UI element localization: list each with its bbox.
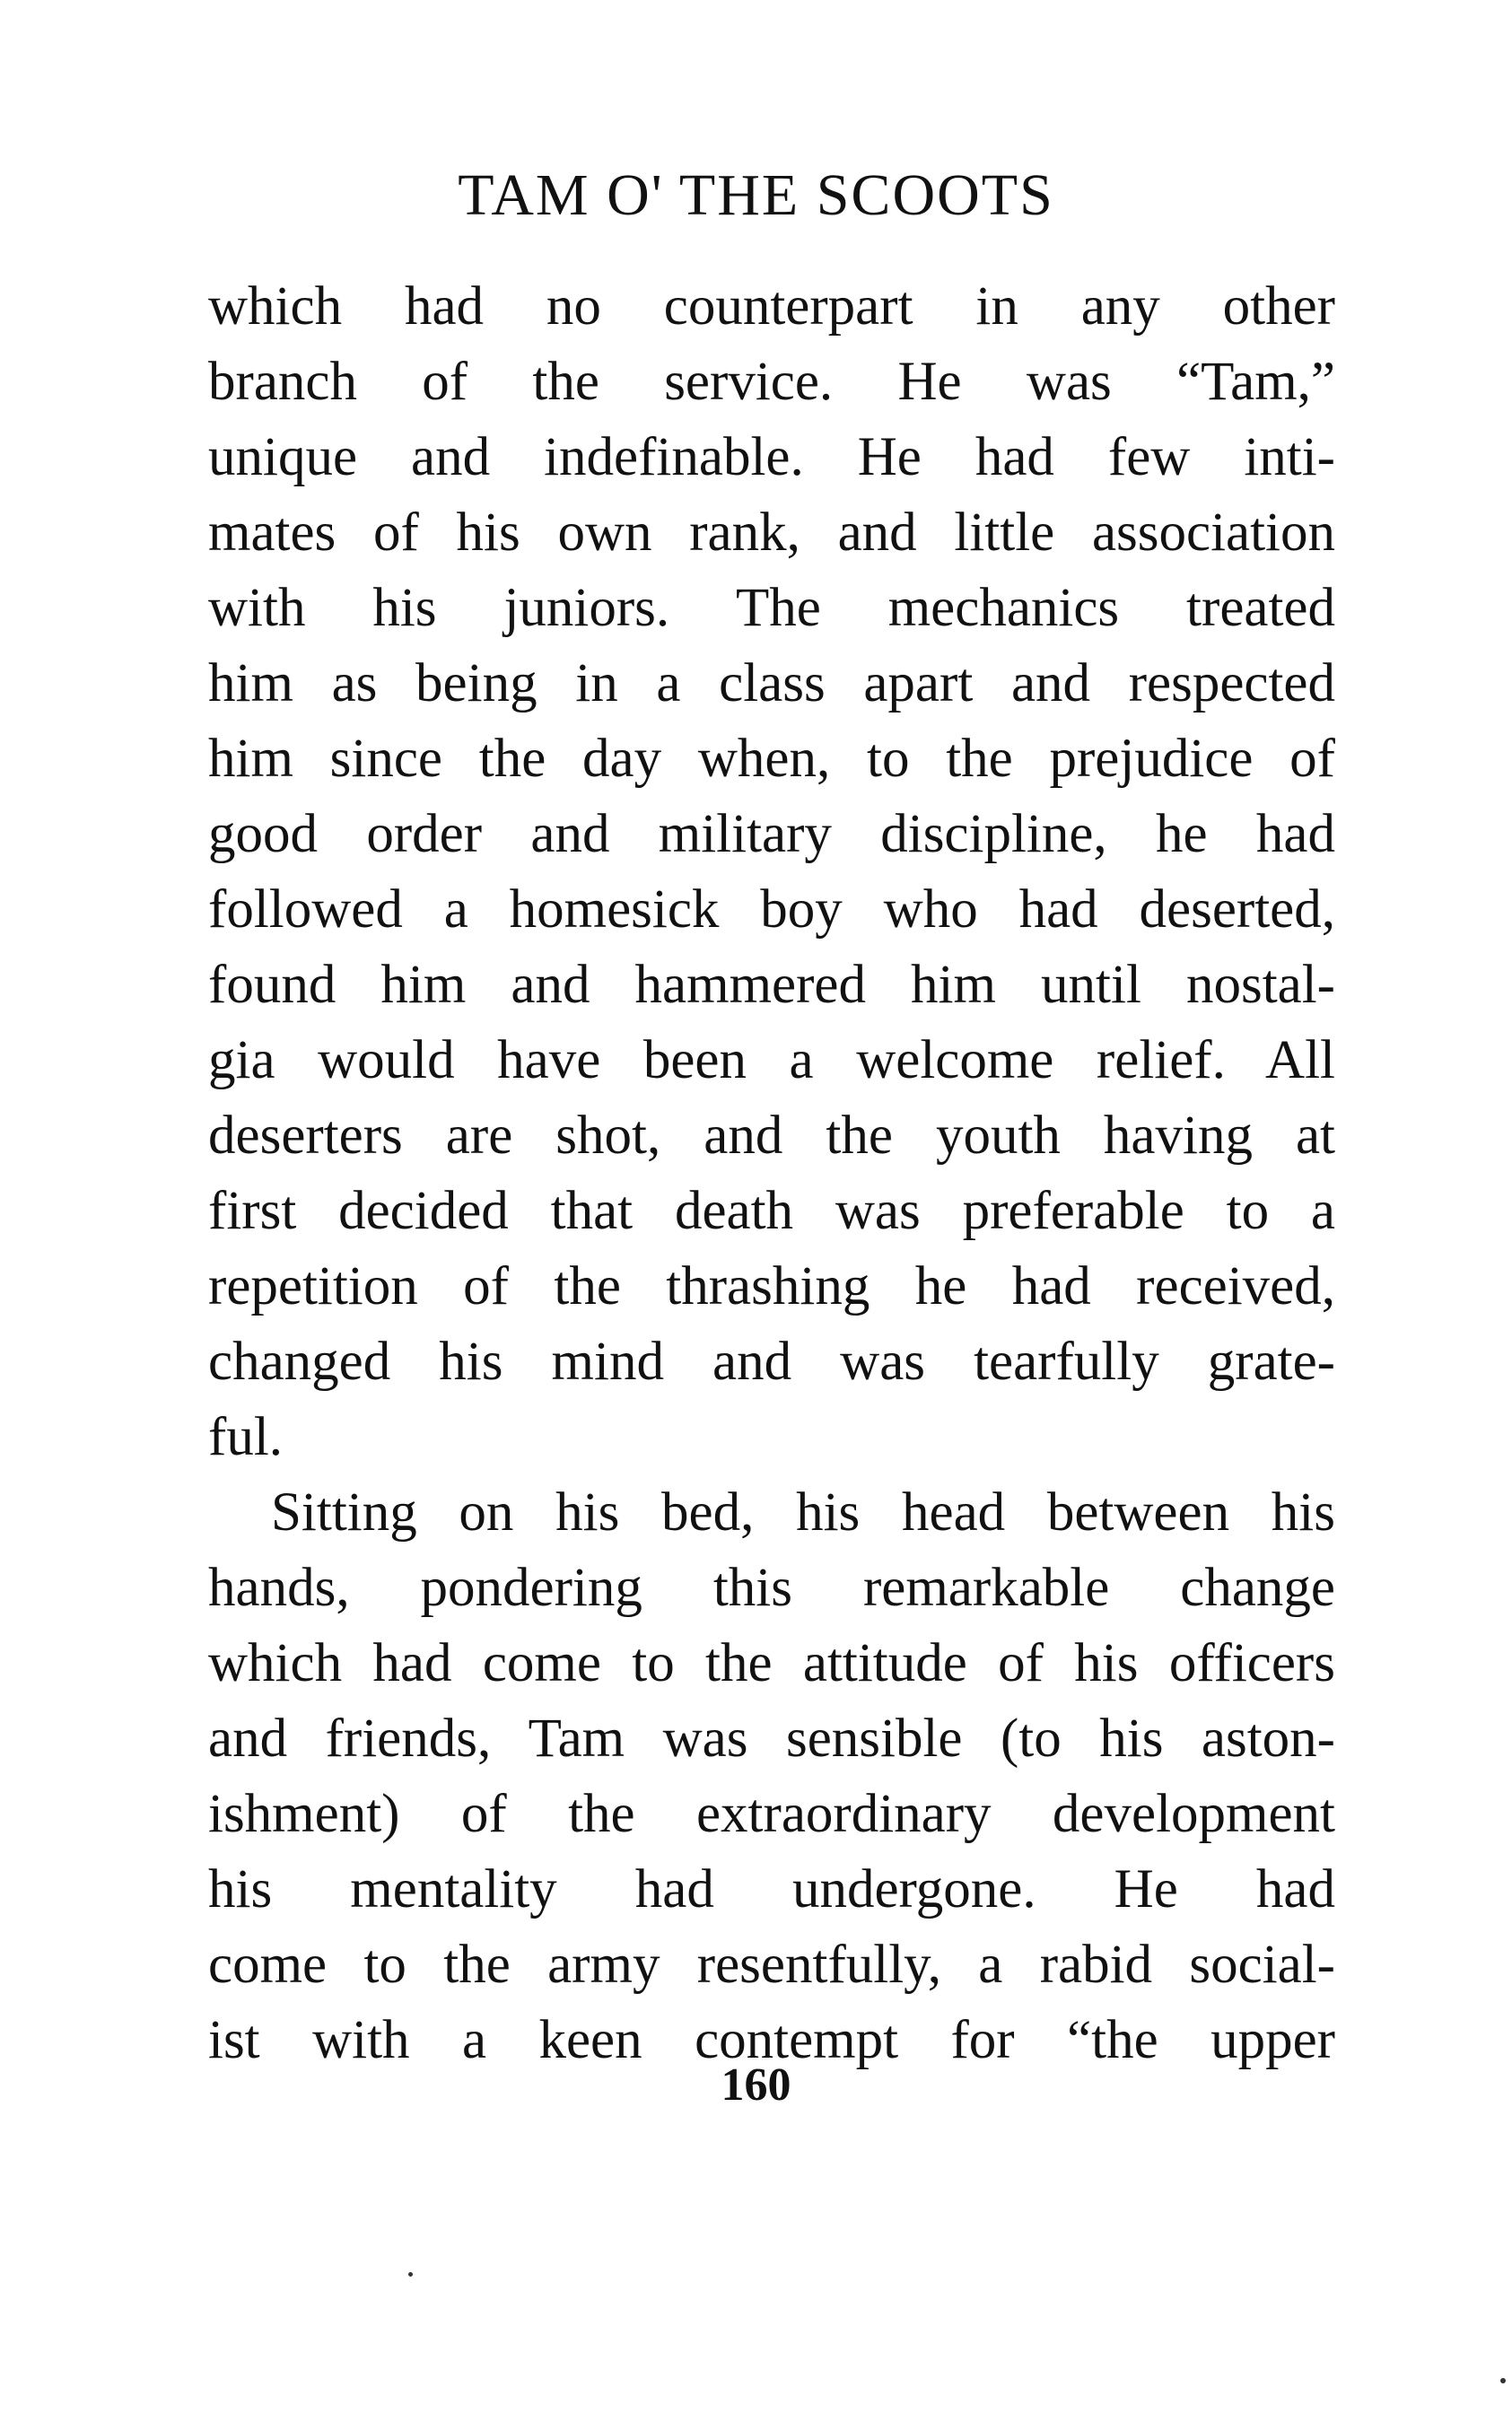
running-head-title: TAM O' THE SCOOTS	[458, 162, 1054, 228]
scan-speck	[408, 2272, 413, 2277]
text-line: followed a homesick boy who had deserted,	[208, 879, 1335, 940]
text-line: with his juniors. The mechanics treated	[208, 578, 1335, 638]
text-line: him since the day when, to the prejudice of	[208, 729, 1335, 789]
body-text	[208, 269, 1335, 2078]
text-line-paragraph-start: Sitting on his bed, his head between his	[271, 1482, 1335, 1543]
text-line: first decided that death was preferable to a	[208, 1181, 1335, 1241]
text-line: unique and indefinable. He had few inti-	[208, 427, 1335, 487]
text-line: which had come to the attitude of his officers	[208, 1633, 1335, 1693]
page-number: 160	[721, 2059, 791, 2111]
text-line: hands, pondering this remarkable change	[208, 1558, 1335, 1618]
text-line: come to the army resentfully, a rabid social-	[208, 1935, 1335, 1995]
text-line: branch of the service. He was “Tam,”	[208, 352, 1335, 412]
text-line: deserters are shot, and the youth having at	[208, 1106, 1335, 1166]
text-line: ist with a keen contempt for “the upper	[208, 2010, 1335, 2070]
text-line: gia would have been a welcome relief. All	[208, 1030, 1335, 1090]
text-line: his mentality had undergone. He had	[208, 1859, 1335, 1919]
text-line-paragraph-end: ful.	[208, 1407, 284, 1467]
text-line: mates of his own rank, and little association	[208, 503, 1335, 563]
text-line: him as being in a class apart and respected	[208, 653, 1335, 713]
text-line: found him and hammered him until nostal-	[208, 955, 1335, 1015]
text-line: repetition of the thrashing he had received,	[208, 1256, 1335, 1316]
text-line: which had no counterpart in any other	[208, 276, 1335, 337]
text-line: good order and military discipline, he had	[208, 804, 1335, 864]
text-line: changed his mind and was tearfully grate-	[208, 1332, 1335, 1392]
text-line: ishment) of the extraordinary development	[208, 1784, 1335, 1844]
text-line: and friends, Tam was sensible (to his aston-	[208, 1709, 1335, 1769]
scan-speck	[1500, 2378, 1506, 2383]
